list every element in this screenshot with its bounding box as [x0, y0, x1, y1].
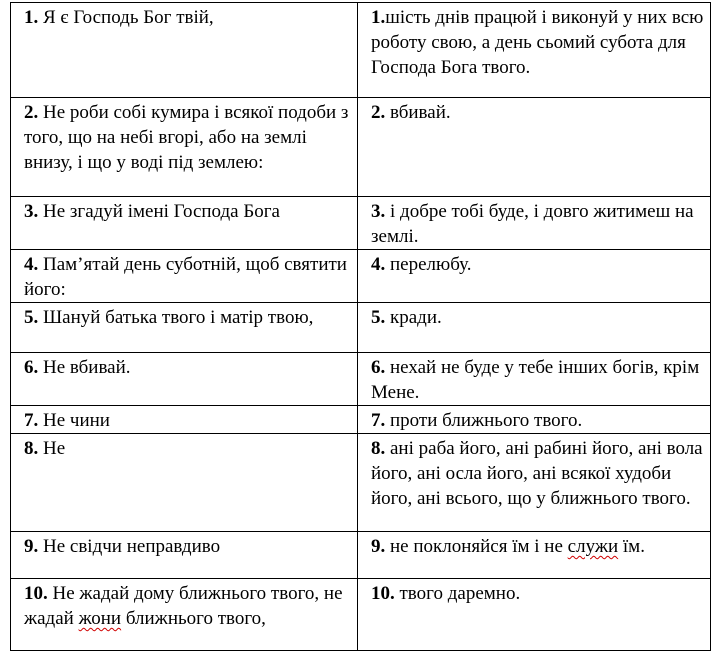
cell-text: Не роби собі кумира і всякої подоби з того, що на небі вгорі, або на землі внизу, і що у воді під землею: — [24, 102, 349, 173]
item-number: 9. — [371, 536, 386, 557]
left-cell — [11, 406, 358, 434]
right-cell — [358, 406, 711, 434]
cell-text: не поклоняйся їм і не — [385, 536, 568, 557]
table-row — [11, 532, 711, 579]
item-number: 5. — [371, 307, 386, 328]
table-row — [11, 434, 711, 532]
cell-text: проти ближнього твого. — [385, 410, 583, 431]
cell-text: Шануй батька твого і матір твою, — [38, 307, 314, 328]
item-number: 2. — [24, 102, 39, 123]
table-row — [11, 579, 711, 651]
table-row — [11, 303, 711, 353]
cell-text: ані раба його, ані рабині його, ані вола його, ані осла його, ані всякої худоби його, ані всього, що у ближнього твого. — [371, 438, 703, 509]
cell-text: шість днів працюй і виконуй у них всю роботу свою, а день сьомий субота для Господа Бога твого. — [371, 7, 704, 78]
right-cell — [358, 353, 711, 406]
item-number: 6. — [24, 357, 39, 378]
cell-text: Не чини — [38, 410, 110, 431]
table-body — [11, 3, 711, 651]
item-number: 1. — [24, 7, 39, 28]
item-number: 7. — [24, 410, 39, 431]
item-number: 4. — [371, 254, 386, 275]
table-row — [11, 197, 711, 250]
left-cell — [11, 3, 358, 98]
item-number: 4. — [24, 254, 39, 275]
cell-text: кради. — [385, 307, 442, 328]
spellcheck-word: служи — [567, 536, 619, 557]
cell-text: Не свідчи неправдиво — [38, 536, 221, 557]
cell-text: їм. — [618, 536, 645, 557]
left-cell — [11, 434, 358, 532]
item-number: 8. — [371, 438, 386, 459]
left-cell — [11, 579, 358, 651]
cell-text: Не — [38, 438, 66, 459]
cell-text: перелюбу. — [385, 254, 472, 275]
commandments-table — [10, 2, 711, 651]
cell-text: вбивай. — [385, 102, 451, 123]
item-number: 9. — [24, 536, 39, 557]
cell-text: Не жадай дому ближнього твого, не жадай — [24, 583, 343, 629]
cell-text: Не згадуй імені Господа Бога — [38, 201, 280, 222]
cell-text: і добре тобі буде, і довго житимеш на землі. — [371, 201, 694, 247]
right-cell — [358, 197, 711, 250]
left-cell — [11, 197, 358, 250]
cell-text: Я є Господь Бог твій, — [38, 7, 214, 28]
cell-text: ближнього твого, — [121, 608, 266, 629]
table-row — [11, 250, 711, 303]
item-number: 10. — [24, 583, 48, 604]
cell-text: твого даремно. — [394, 583, 521, 604]
right-cell — [358, 3, 711, 98]
table-row — [11, 353, 711, 406]
item-number: 10. — [371, 583, 395, 604]
cell-text: Пам’ятай день суботній, щоб святити його: — [24, 254, 347, 300]
left-cell — [11, 303, 358, 353]
table-row — [11, 406, 711, 434]
item-number: 2. — [371, 102, 386, 123]
item-number: 6. — [371, 357, 386, 378]
cell-text: нехай не буде у тебе інших богів, крім Мене. — [371, 357, 700, 403]
item-number: 3. — [24, 201, 39, 222]
item-number: 7. — [371, 410, 386, 431]
left-cell — [11, 98, 358, 197]
left-cell — [11, 250, 358, 303]
left-cell — [11, 532, 358, 579]
cell-text: Не вбивай. — [38, 357, 131, 378]
right-cell — [358, 303, 711, 353]
table-row — [11, 98, 711, 197]
table-row — [11, 3, 711, 98]
right-cell — [358, 434, 711, 532]
item-number: 5. — [24, 307, 39, 328]
left-cell — [11, 353, 358, 406]
right-cell — [358, 532, 711, 579]
right-cell — [358, 98, 711, 197]
spellcheck-word: жони — [78, 608, 122, 629]
item-number: 8. — [24, 438, 39, 459]
item-number: 3. — [371, 201, 386, 222]
item-number: 1. — [371, 7, 386, 28]
right-cell — [358, 250, 711, 303]
right-cell — [358, 579, 711, 651]
